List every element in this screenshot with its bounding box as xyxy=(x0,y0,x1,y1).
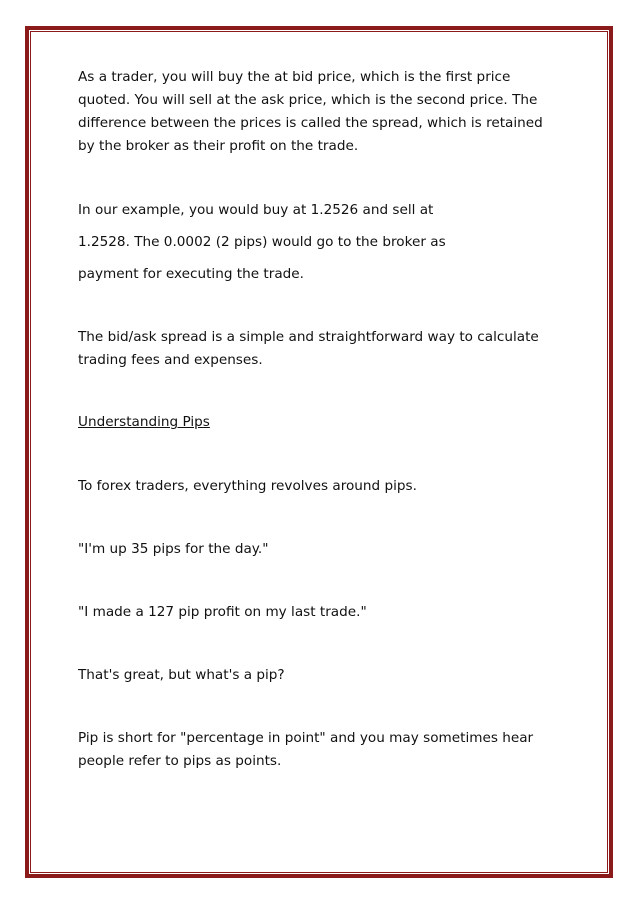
paragraph-spread-summary: The bid/ask spread is a simple and straightforward way to calculate trading fees and expenses. xyxy=(78,329,539,368)
paragraph-bid-ask-intro: As a trader, you will buy the at bid price, which is the first price quoted. You will sell at the ask price, which is the second price. The difference between the prices is called the spread, which is retained by the broker as their profit on the trade. xyxy=(78,69,543,154)
paragraph-whats-a-pip: That's great, but what's a pip? xyxy=(78,667,285,683)
quote-127-pips: "I made a 127 pip profit on my last trade." xyxy=(78,604,367,620)
paragraph-example-line-2: 1.2528. The 0.0002 (2 pips) would go to the broker as xyxy=(78,234,446,250)
section-heading-understanding-pips: Understanding Pips xyxy=(78,414,210,430)
paragraph-pips-intro: To forex traders, everything revolves around pips. xyxy=(78,478,417,494)
quote-35-pips: "I'm up 35 pips for the day." xyxy=(78,541,269,557)
paragraph-example-line-3: payment for executing the trade. xyxy=(78,266,304,282)
paragraph-pip-definition: Pip is short for "percentage in point" and you may sometimes hear people refer to pips as points. xyxy=(78,730,534,769)
paragraph-example-line-1: In our example, you would buy at 1.2526 and sell at xyxy=(78,202,434,218)
